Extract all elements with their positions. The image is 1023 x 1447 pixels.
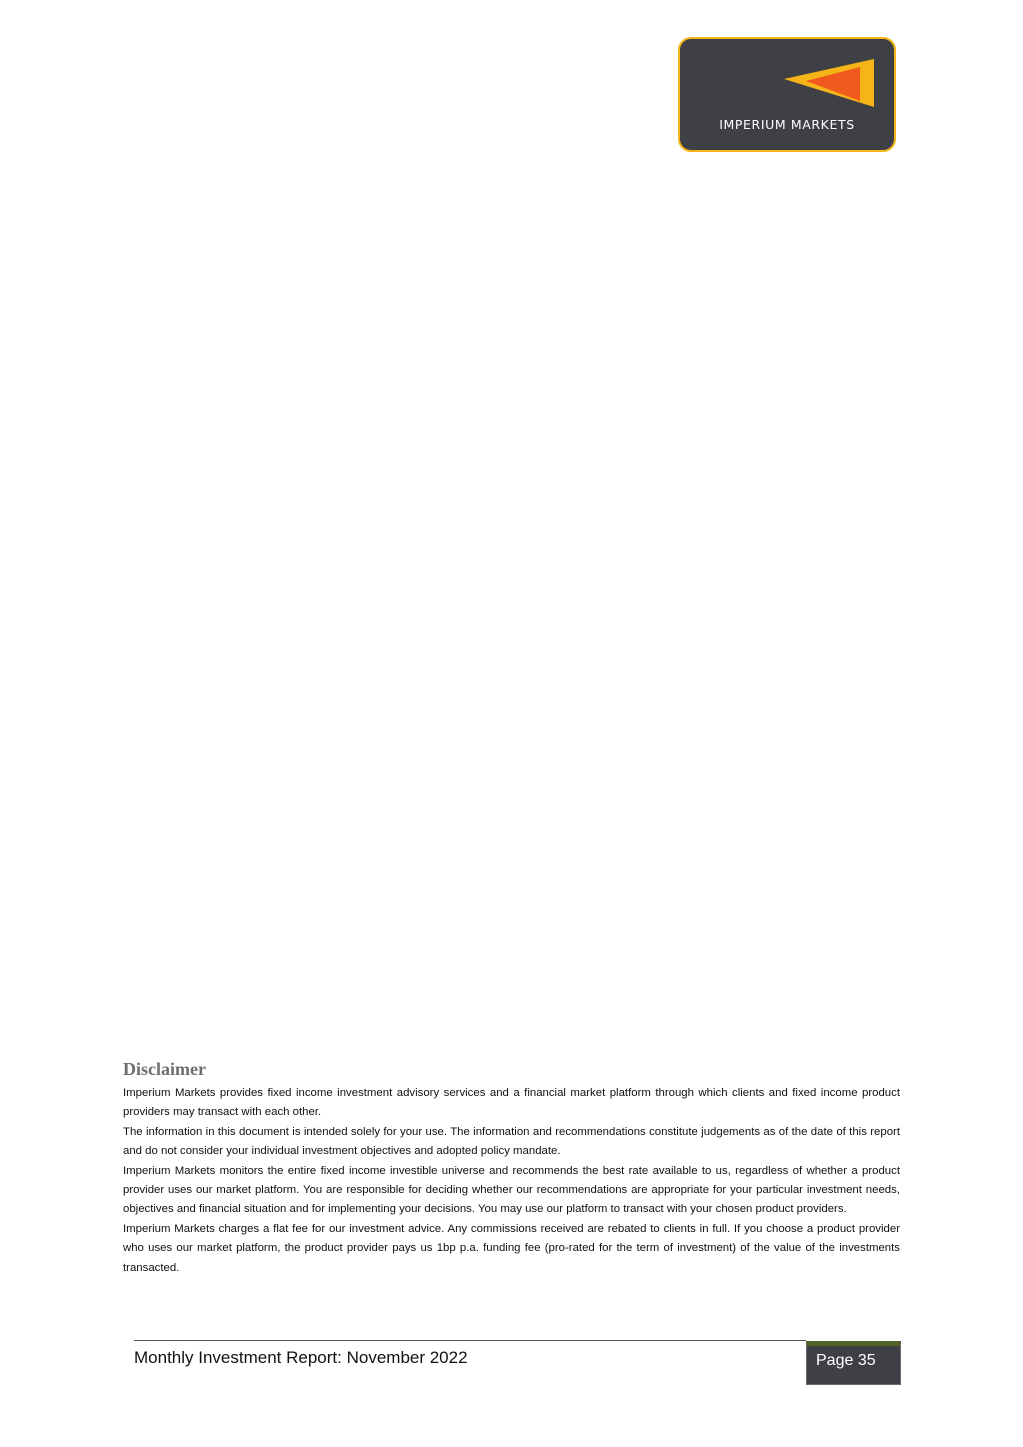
logo-wordmark: IMPERIUM MARKETS [719,117,855,132]
disclaimer-section [123,1059,900,1278]
disclaimer-paragraph: Imperium Markets provides fixed income investment advisory services and a financial market platform through which clients and fixed income product providers may transact with each other. [123,1087,900,1119]
footer-report-title: Monthly Investment Report: November 2022 [134,1348,468,1367]
imperium-logo-mark-icon [784,57,876,109]
footer-divider [134,1340,806,1341]
disclaimer-paragraph: Imperium Markets monitors the entire fixed income investible universe and recommends the best rate available to us, regardless of whether a product provider uses our market platform. You are responsible for deciding whether our recommendations are appropriate for your particular investment needs, objectives and financial situation and for implementing your decisions. You may use our platform to transact with your chosen product providers. [123,1164,900,1216]
disclaimer-paragraph: Imperium Markets charges a flat fee for our investment advice. Any commissions received are rebated to clients in full. If you choose a product provider who uses our market platform, the product provider pays us 1bp p.a. funding fee (pro-rated for the term of investment) of the value of the investments transacted. [123,1222,900,1274]
disclaimer-paragraph: The information in this document is intended solely for your use. The information and recommendations constitute judgements as of the date of this report and do not consider your individual investment objectives and adopted policy mandate. [123,1125,900,1158]
company-logo [678,37,896,152]
disclaimer-heading: Disclaimer [123,1059,206,1079]
page-number-badge: Page 35 [806,1341,901,1385]
